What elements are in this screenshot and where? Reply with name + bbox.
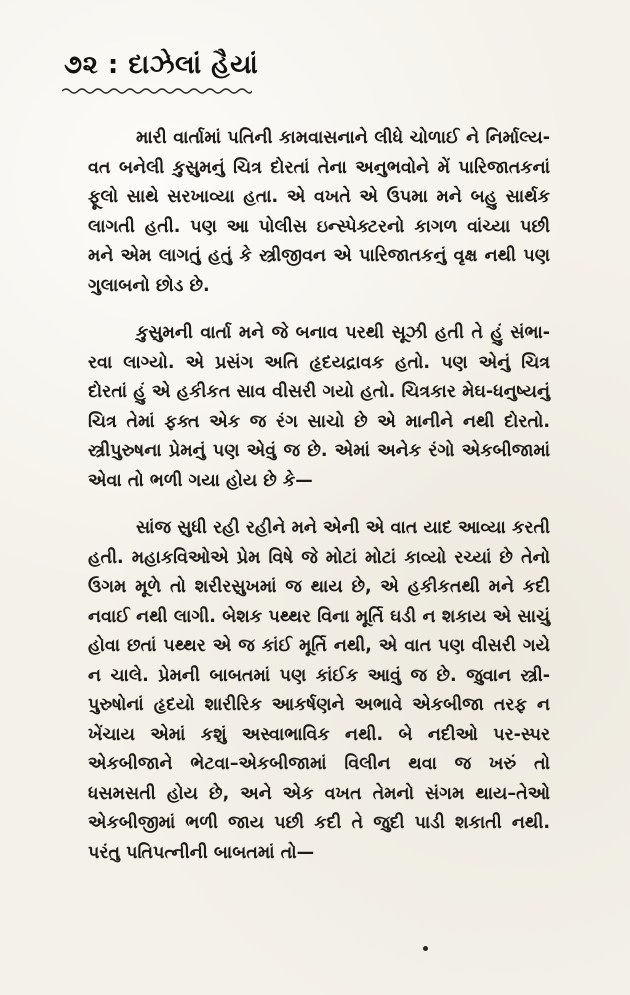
decorative-squiggle-underline [62,86,252,96]
paragraph-3: સાંજ સુધી રહી રહીને મને એની એ વાત યાદ આવ્યા કરતી હતી. મહાકવિઓએ પ્રેમ વિષે જે મોટાં મોટાં કાવ્યો રચ્યાં છે તેનો ઉગમ મૂળે તો શરીરસુખમાં જ થાય છે, એ હકીકતથી મને કદી નવાઈ નથી લાગી. બેશક પથ્થર વિના મૂર્તિ ઘડી ન શકાય એ સાચું હોવા છતાં પથ્થર એ જ કાંઈ મૂર્તિ નથી, એ વાત પણ વીસરી ગયે ન ચાલે. પ્રેમની બાબતમાં પણ કાંઈક આવું જ છે. જુવાન સ્ત્રી-પુરુષોનાં હૃદયો શારીરિક આકર્ષણને અભાવે એકબીજા તરફ ન ખેંચાય એમાં કશું અસ્વાભાવિક નથી. બે નદીઓ પર-સ્પર એકબીજાને ભેટવા–એકબીજામાં વિલીન થવા જ ખરું તો ધસમસતી હોય છે, અને એક વખત તેમનો સંગમ થાય–તેઓ એકબીજીમાં ભળી જાય પછી કદી તે જુદી પાડી શકાતી નથી. પરંતુ પતિપત્નીની બાબતમાં તો— [88,518,550,863]
body-text [88,124,550,886]
page-dot-mark [423,946,428,951]
paragraph-2: કુસુમની વાર્તા મને જે બનાવ પરથી સૂઝી હતી તે હું સંભા-રવા લાગ્યો. એ પ્રસંગ અતિ હૃદયદ્રાવક હતો. પણ એનું ચિત્ર દોરતાં હું એ હકીકત સાવ વીસરી ગયો હતો. ચિત્રકાર મેઘ-ધનુષ્યનું ચિત્ર તેમાં ફક્ત એક જ રંગ સાચો છે એ માનીને નથી દોરતો. સ્ત્રીપુરુષના પ્રેમનું પણ એવું જ છે. એમાં અનેક રંગો એકબીજામાં એવા તો ભળી ગયા હોય છે કે— [88,323,550,491]
paragraph-1: મારી વાર્તામાં પતિની કામવાસનાને લીધે ચોળાઈ ને નિર્માલ્ય-વત બનેલી કુસુમનું ચિત્ર દોરતાં તેના અનુભવોને મેં પારિજાતકનાં ફૂલો સાથે સરખાવ્યા હતા. એ વખતે એ ઉપમા મને બહુ સાર્થક લાગતી હતી. પણ આ પોલીસ ઇન્સ્પેક્ટરનો કાગળ વાંચ્યા પછી મને એમ લાગતું હતું કે સ્ત્રીજીવન એ પારિજાતકનું વૃક્ષ નથી પણ ગુલાબનો છોડ છે. [88,128,550,296]
page-header: ૭૨ : દાઝેલાં હૈયાં [64,50,259,80]
